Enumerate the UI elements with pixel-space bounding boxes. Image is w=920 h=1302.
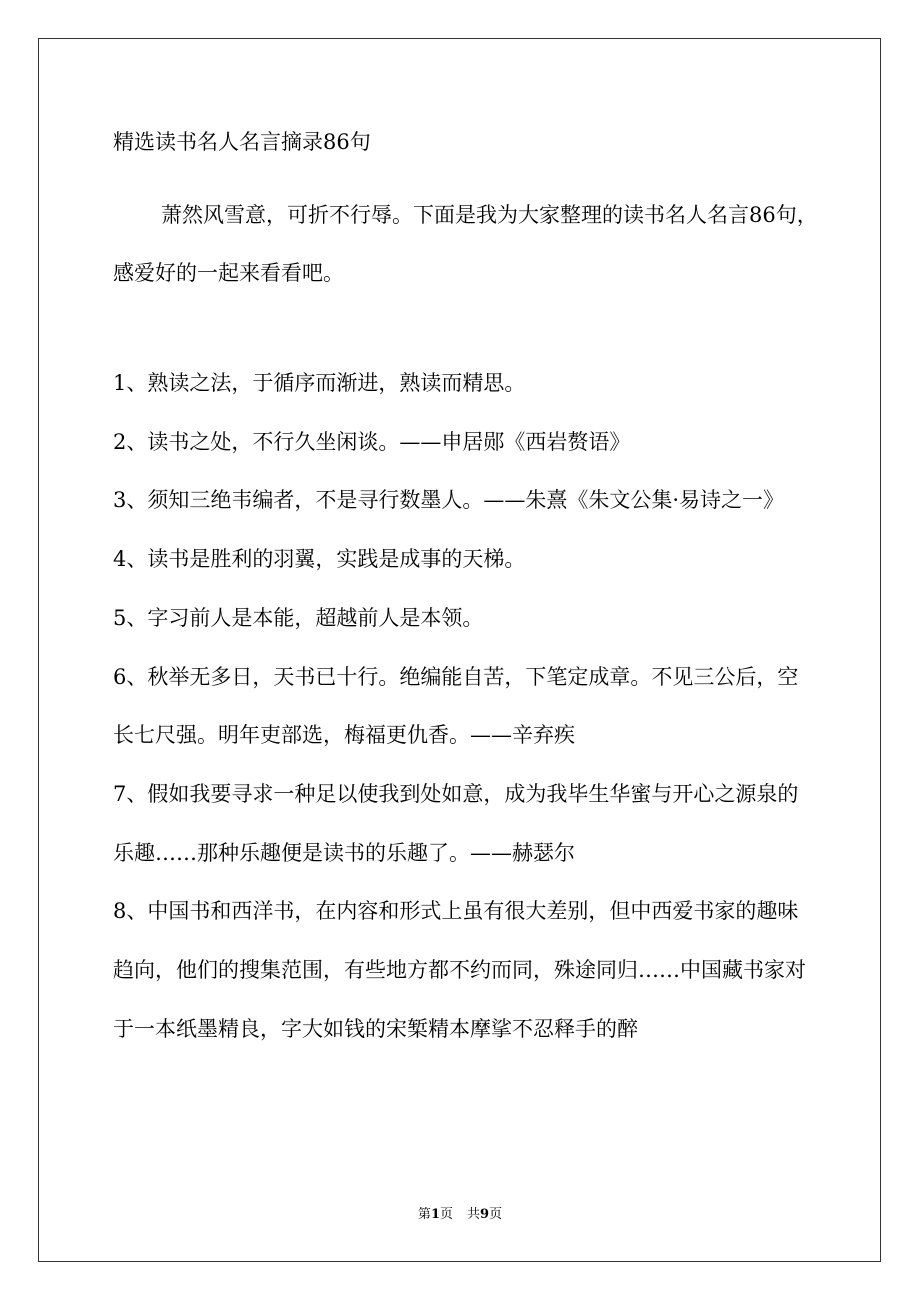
quote-item: 5、字习前人是本能，超越前人是本领。 xyxy=(113,605,484,630)
quote-list xyxy=(113,354,818,1058)
quote-item: 6、秋举无多日，天书已十行。绝编能自苦，下笔定成章。不见三公后，空长七尺强。明年吏部选，梅福更仇香。——辛弃疾 xyxy=(113,664,799,748)
quote-item: 1、熟读之法，于循序而渐进，熟读而精思。 xyxy=(113,371,526,395)
quote-item: 7、假如我要寻求一种足以使我到处如意，成为我毕生华蜜与开心之源泉的乐趣……那种乐趣便是读书的乐趣了。——赫瑟尔 xyxy=(113,781,799,865)
intro-paragraph: 萧然风雪意，可折不行辱。下面是我为大家整理的读书名人名言86句，感爱好的一起来看看吧。 xyxy=(113,203,818,285)
total-prefix: 共 xyxy=(467,1207,481,1222)
quote-item: 3、须知三绝韦编者，不是寻行数墨人。——朱熹《朱文公集·易诗之一》 xyxy=(113,488,785,513)
total-page-number: 9 xyxy=(480,1207,490,1222)
current-page-number: 1 xyxy=(430,1207,440,1222)
page-footer xyxy=(0,1206,920,1224)
total-label: 页 xyxy=(489,1207,503,1222)
page-prefix: 第 xyxy=(417,1207,431,1222)
quote-item: 4、读书是胜利的羽翼，实践是成事的天梯。 xyxy=(113,547,526,572)
quote-item: 2、读书之处，不行久坐闲谈。——申居郧《西岩赘语》 xyxy=(113,429,631,454)
quote-item: 8、中国书和西洋书，在内容和形式上虽有很大差别，但中西爱书家的趣味趋向，他们的搜集范围，有些地方都不约而同，殊途同归……中国藏书家对于一本纸墨精良，字大如钱的宋椠精本摩挲不忍释手的醉 xyxy=(113,899,806,1041)
page-label: 页 xyxy=(439,1207,453,1222)
document-title: 精选读书名人名言摘录86句 xyxy=(113,130,371,154)
